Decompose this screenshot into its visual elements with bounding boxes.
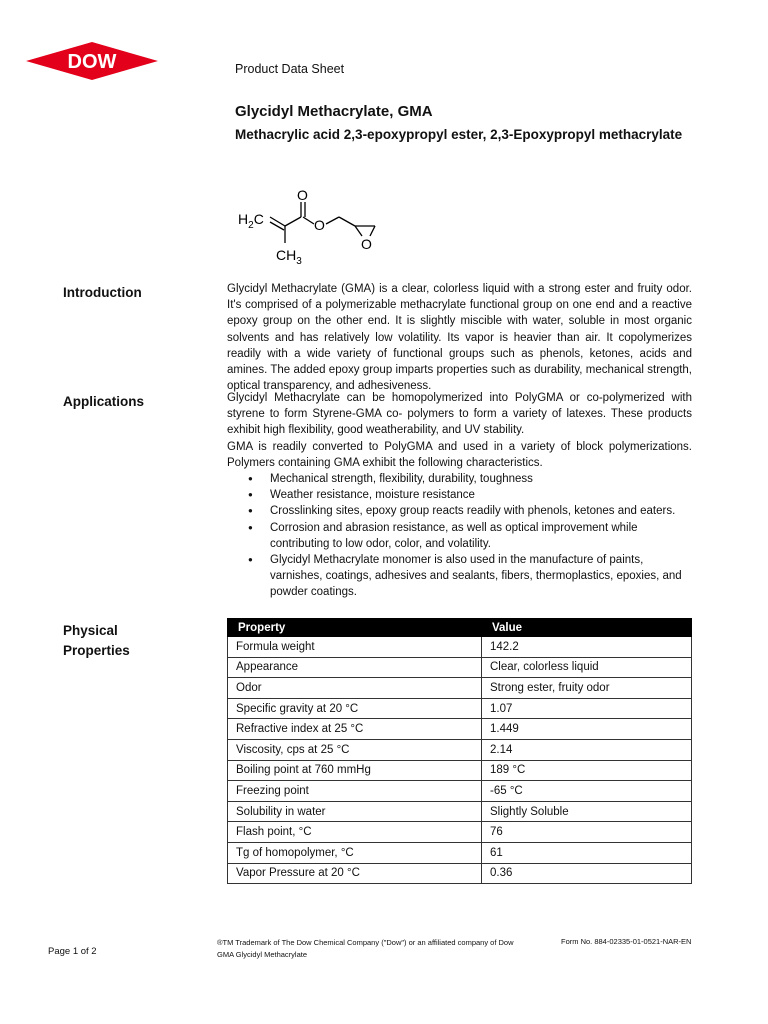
table-row <box>228 698 692 719</box>
structure-o-carbonyl: O <box>297 187 308 203</box>
property-cell: Tg of homopolymer, °C <box>228 842 482 863</box>
document-type: Product Data Sheet <box>235 62 345 76</box>
value-cell: 189 °C <box>482 760 692 781</box>
value-cell: Slightly Soluble <box>482 801 692 822</box>
property-cell: Vapor Pressure at 20 °C <box>228 863 482 884</box>
chemical-structure <box>228 180 398 270</box>
list-item: ● Glycidyl Methacrylate monomer is also used in the manufacture of paints, varnishes, coatings, adhesives and sealants, fibers, thermoplastics, epoxies, and powder coatings. <box>248 552 693 601</box>
property-cell: Freezing point <box>228 781 482 802</box>
property-cell: Refractive index at 25 °C <box>228 719 482 740</box>
introduction-heading: Introduction <box>63 285 142 300</box>
dow-logo-text: DOW <box>67 51 117 73</box>
structure-o-epoxide: O <box>361 236 372 252</box>
physical-heading-line2: Properties <box>63 643 130 658</box>
table-row <box>228 822 692 843</box>
physical-properties-heading <box>63 621 130 661</box>
physical-heading-line1: Physical <box>63 623 118 638</box>
trademark-line-2: GMA Glycidyl Methacrylate <box>217 950 308 959</box>
applications-bullet-list <box>248 471 693 601</box>
property-cell: Boiling point at 760 mmHg <box>228 760 482 781</box>
table-header-row <box>228 619 692 637</box>
property-cell: Odor <box>228 678 482 699</box>
list-item: ● Corrosion and abrasion resistance, as well as optical improvement while contributing to low odor, color, and volatility. <box>248 520 693 552</box>
trademark-notice <box>217 937 547 961</box>
table-row <box>228 719 692 740</box>
table-row <box>228 739 692 760</box>
dow-logo <box>26 40 158 82</box>
list-item: ● Weather resistance, moisture resistance <box>248 487 693 503</box>
list-item: ● Mechanical strength, flexibility, durability, toughness <box>248 471 693 487</box>
table-row <box>228 760 692 781</box>
properties-table <box>227 618 692 884</box>
property-cell: Appearance <box>228 657 482 678</box>
structure-h2c: $H_2C$ <box>238 211 264 231</box>
property-cell: Formula weight <box>228 637 482 658</box>
value-cell: 1.449 <box>482 719 692 740</box>
table-row <box>228 781 692 802</box>
value-cell: 2.14 <box>482 739 692 760</box>
page-subtitle: Methacrylic acid 2,3-epoxypropyl ester, 2,3-Epoxypropyl methacrylate <box>235 127 683 142</box>
applications-text <box>227 390 692 471</box>
applications-paragraph-1: Glycidyl Methacrylate can be homopolymerized into PolyGMA or co-polymerized with styrene to form Styrene-GMA co- polymers to form a variety of latexes. These products exhibit high flexibility, good weatherability, and UV stability. <box>227 392 692 437</box>
page-title: Glycidyl Methacrylate, GMA <box>235 103 433 120</box>
introduction-paragraph: Glycidyl Methacrylate (GMA) is a clear, colorless liquid with a strong ester and fruity odor. It's comprised of a polymerizable methacrylate functional group on one end and a reactive epoxy group on the other end. It is slightly miscible with water, soluble in most organic solvents and has relatively low volatility. Its vapor is heavier than air. It copolymerizes readily with a wide variety of functional groups such as phenols, ketones, acids and amines. The added epoxy group imparts properties such as durability, mechanical strength, optical transparency, and adhesiveness. <box>227 283 692 393</box>
applications-paragraph-2: GMA is readily converted to PolyGMA and used in a variety of block polymerizations. Polymers containing GMA exhibit the following characteristics. <box>227 440 692 469</box>
value-cell: 142.2 <box>482 637 692 658</box>
property-cell: Specific gravity at 20 °C <box>228 698 482 719</box>
form-number: Form No. 884-02335-01-0521-NAR-EN <box>561 937 692 946</box>
structure-ch3: $CH_3$ <box>276 247 302 267</box>
value-cell: Strong ester, fruity odor <box>482 678 692 699</box>
table-row <box>228 657 692 678</box>
trademark-line-1: ®TM Trademark of The Dow Chemical Company ("Dow") or an affiliated company of Dow <box>217 938 514 947</box>
property-cell: Solubility in water <box>228 801 482 822</box>
column-header-property: Property <box>228 619 482 637</box>
property-cell: Flash point, °C <box>228 822 482 843</box>
value-cell: 61 <box>482 842 692 863</box>
table-row <box>228 863 692 884</box>
value-cell: -65 °C <box>482 781 692 802</box>
table-row <box>228 842 692 863</box>
value-cell: 76 <box>482 822 692 843</box>
value-cell: 0.36 <box>482 863 692 884</box>
table-row <box>228 801 692 822</box>
introduction-text <box>227 281 692 394</box>
column-header-value: Value <box>482 619 692 637</box>
table-row <box>228 678 692 699</box>
property-cell: Viscosity, cps at 25 °C <box>228 739 482 760</box>
value-cell: 1.07 <box>482 698 692 719</box>
list-item: ● Crosslinking sites, epoxy group reacts readily with phenols, ketones and eaters. <box>248 503 693 519</box>
structure-o-ester: O <box>314 217 325 233</box>
value-cell: Clear, colorless liquid <box>482 657 692 678</box>
applications-heading: Applications <box>63 394 145 409</box>
table-row <box>228 637 692 658</box>
page-number: Page 1 of 2 <box>48 946 97 957</box>
